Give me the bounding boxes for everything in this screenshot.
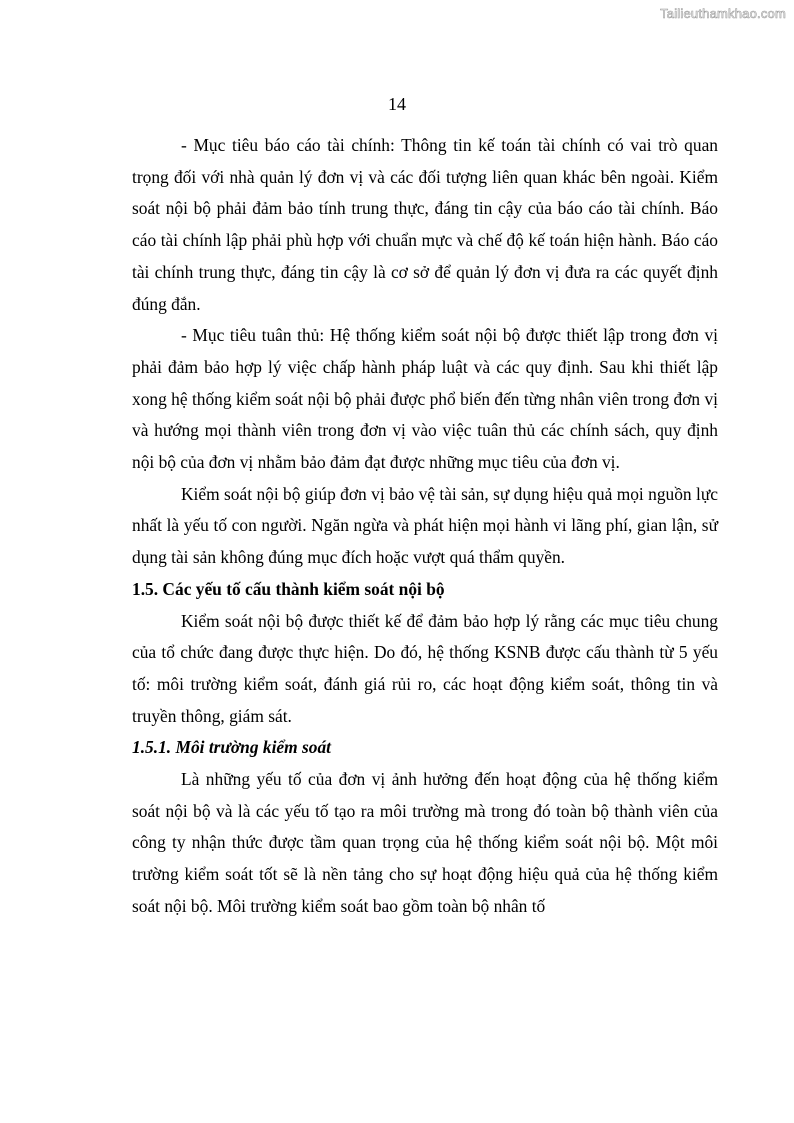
watermark: Tailieuthamkhao.com	[660, 6, 786, 21]
section-heading: 1.5. Các yếu tố cấu thành kiểm soát nội bộ	[132, 578, 445, 599]
paragraph-compliance-objective: - Mục tiêu tuân thủ: Hệ thống kiểm soát nội bộ được thiết lập trong đơn vị phải đảm bảo hợp lý việc chấp hành pháp luật và các quy định. Sau khi thiết lập xong hệ thống kiểm soát nội bộ phải được phổ biến đến từng nhân viên trong đơn vị và hướng mọi thành viên trong đơn vị vào việc tuân thủ các chính sách, quy định nội bộ của đơn vị nhằm bảo đảm đạt được những mục tiêu của đơn vị.	[132, 325, 718, 473]
page-number: 14	[388, 94, 406, 114]
paragraph-control-environment: Là những yếu tố của đơn vị ảnh hưởng đến hoạt động của hệ thống kiểm soát nội bộ và là các yếu tố tạo ra môi trường mà trong đó toàn bộ thành viên của công ty nhận thức được tầm quan trọng của hệ thống kiểm soát nội bộ. Một môi trường kiểm soát tốt sẽ là nền tảng cho sự hoạt động hiệu quả của hệ thống kiểm soát nội bộ. Môi trường kiểm soát bao gồm toàn bộ nhân tố	[132, 769, 718, 916]
document-body	[132, 130, 718, 923]
paragraph-ksnb-components: Kiểm soát nội bộ được thiết kế để đảm bảo hợp lý rằng các mục tiêu chung của tổ chức đang được thực hiện. Do đó, hệ thống KSNB được cấu thành từ 5 yếu tố: môi trường kiểm soát, đánh giá rủi ro, các hoạt động kiểm soát, thông tin và truyền thông, giám sát.	[132, 610, 718, 726]
subsection-heading: 1.5.1. Môi trường kiểm soát	[132, 737, 331, 758]
paragraph-asset-protection: Kiểm soát nội bộ giúp đơn vị bảo vệ tài sản, sự dụng hiệu quả mọi nguồn lực nhất là yếu tố con người. Ngăn ngừa và phát hiện mọi hành vi lãng phí, gian lận, sử dụng tài sản không đúng mục đích hoặc vượt quá thẩm quyền.	[132, 483, 718, 568]
paragraph-financial-reporting-objective: - Mục tiêu báo cáo tài chính: Thông tin kế toán tài chính có vai trò quan trọng đối với nhà quản lý đơn vị và các đối tượng liên quan khác bên ngoài. Kiểm soát nội bộ phải đảm bảo tính trung thực, đáng tin cậy của báo cáo tài chính. Báo cáo tài chính lập phải phù hợp với chuẩn mực và chế độ kế toán hiện hành. Báo cáo tài chính trung thực, đáng tin cậy là cơ sở để quản lý đơn vị đưa ra các quyết định đúng đắn.	[132, 135, 718, 314]
